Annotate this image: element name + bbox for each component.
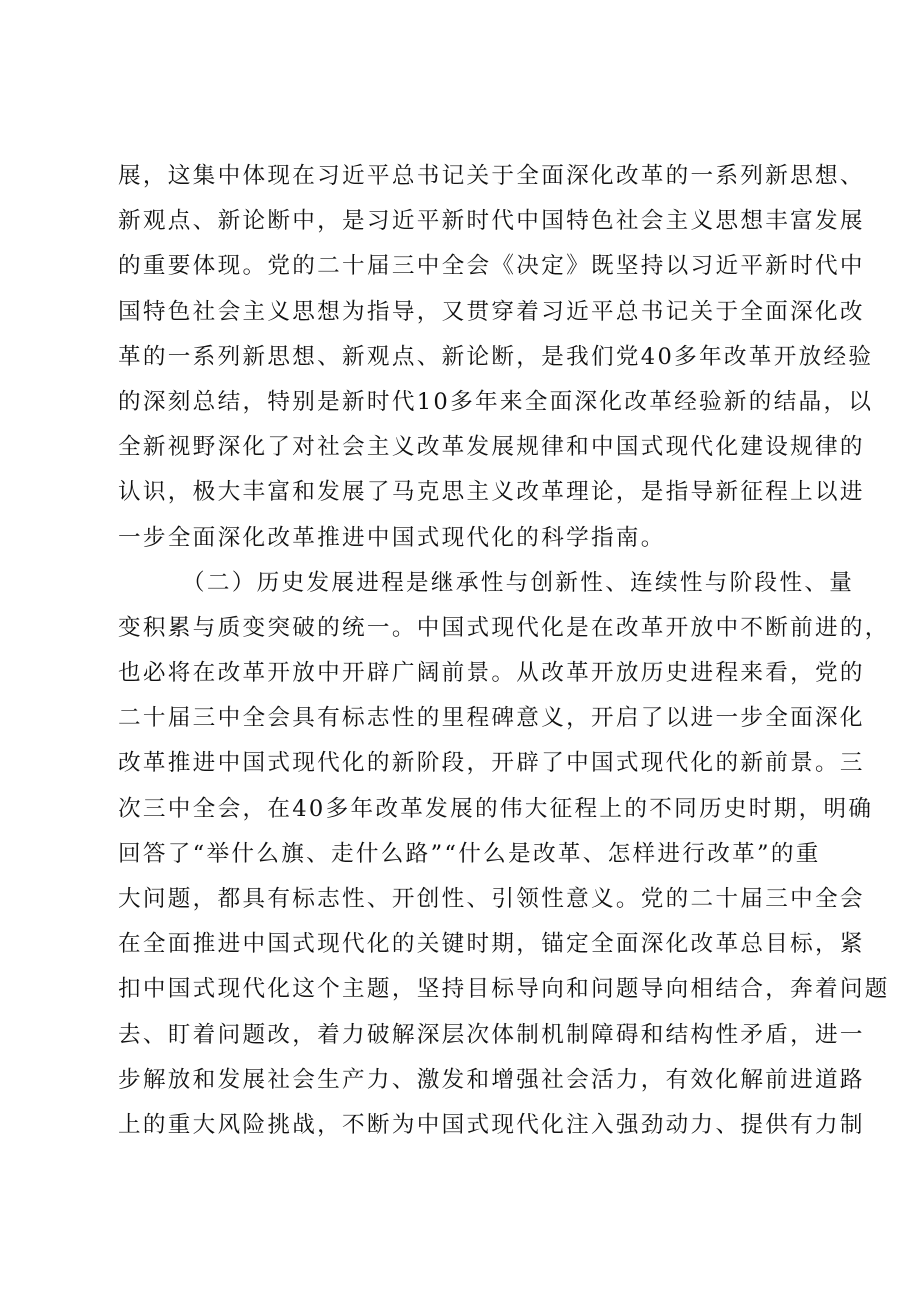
text-line: 全新视野深化了对社会主义改革发展规律和中国式现代化建设规律的 [118,434,865,461]
text-line: 上的重大风险挑战，不断为中国式现代化注入强劲动力、提供有力制 [118,1111,865,1138]
text-line: 二十届三中全会具有标志性的里程碑意义，开启了以进一步全面深化 [118,705,865,732]
text-line: 变积累与质变突破的统一。中国式现代化是在改革开放中不断前进的， [118,614,890,641]
text-line: 改革推进中国式现代化的新阶段，开辟了中国式现代化的新前景。三 [118,750,865,777]
text-line: 扣中国式现代化这个主题，坚持目标导向和问题导向相结合，奔着问题 [118,976,890,1003]
text-line: 革的一系列新思想、新观点、新论断，是我们党40多年改革开放经验 [118,343,874,370]
text-line: 大问题，都具有标志性、开创性、引领性意义。党的二十届三中全会 [118,886,865,912]
text-line: 国特色社会主义思想为指导，又贯穿着习近平总书记关于全面深化改 [118,298,865,325]
text-line: 一步全面深化改革推进中国式现代化的科学指南。 [118,524,666,551]
text-line: 去、盯着问题改，着力破解深层次体制机制障碍和结构性矛盾，进一 [118,1021,865,1048]
text-line: 也必将在改革开放中开辟广阔前景。从改革开放历史进程来看，党的 [118,660,865,687]
text-line: 在全面推进中国式现代化的关键时期，锚定全面深化改革总目标，紧 [118,931,865,958]
text-line: 回答了“举什么旗、走什么路”“什么是改革、怎样进行改革”的重 [118,840,821,867]
text-line: 新观点、新论断中，是习近平新时代中国特色社会主义思想丰富发展 [118,208,865,235]
section-heading-line: （二）历史发展进程是继承性与创新性、连续性与阶段性、量 [182,569,855,596]
text-line: 的重要体现。党的二十届三中全会《决定》既坚持以习近平新时代中 [118,253,865,280]
text-line: 展，这集中体现在习近平总书记关于全面深化改革的一系列新思想、 [118,163,865,189]
text-line: 次三中全会，在40多年改革发展的伟大征程上的不同历史时期，明确 [118,795,874,822]
body-text [118,154,890,1148]
text-line: 的深刻总结，特别是新时代10多年来全面深化改革经验新的结晶，以 [118,388,874,415]
text-line: 步解放和发展社会生产力、激发和增强社会活力，有效化解前进道路 [118,1066,865,1093]
text-line: 认识，极大丰富和发展了马克思主义改革理论，是指导新征程上以进 [118,479,865,506]
